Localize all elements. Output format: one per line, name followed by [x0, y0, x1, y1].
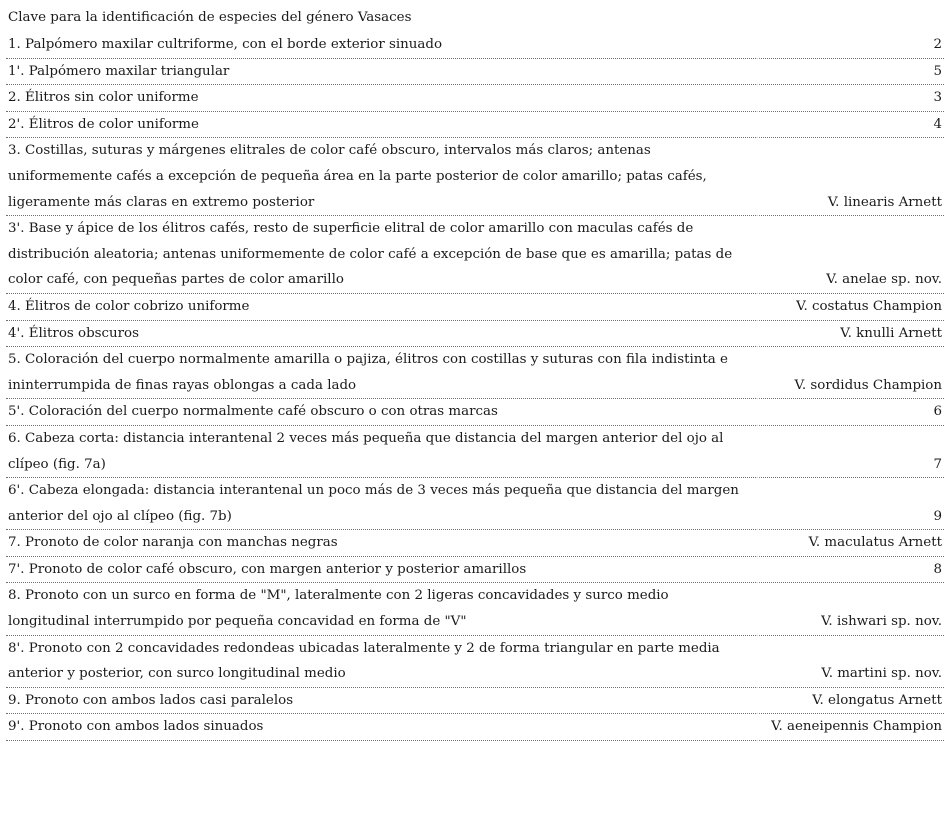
couplet-description: 2. Élitros sin color uniforme [6, 85, 756, 112]
couplet-result: V. anelae sp. nov. [756, 216, 944, 294]
key-row [6, 583, 944, 635]
couplet-description: 1. Palpómero maxilar cultriforme, con el borde exterior sinuado [6, 32, 756, 59]
couplet-result: V. elongatus Arnett [756, 688, 944, 715]
couplet-description: 4'. Élitros obscuros [6, 321, 756, 348]
couplet-result: V. linearis Arnett [756, 138, 944, 216]
key-row [6, 557, 944, 584]
key-row [6, 321, 944, 348]
couplet-result: 7 [756, 426, 944, 478]
couplet-result: 3 [756, 85, 944, 112]
couplet-result: V. aeneipennis Champion [756, 714, 944, 741]
key-row [6, 636, 944, 688]
key-row [6, 347, 944, 399]
couplet-description: 7. Pronoto de color naranja con manchas negras [6, 530, 756, 557]
couplet-description: 3'. Base y ápice de los élitros cafés, resto de superficie elitral de color amarillo con maculas cafés de distribución aleatoria; antenas uniformemente de color café a excepción de base que es amarilla; patas de color café, con pequeñas partes de color amarillo [6, 216, 756, 294]
couplet-result: V. martini sp. nov. [756, 636, 944, 688]
couplet-result: 8 [756, 557, 944, 584]
couplet-result: 5 [756, 59, 944, 86]
couplet-description: 5. Coloración del cuerpo normalmente amarilla o pajiza, élitros con costillas y suturas con fila indistinta e ininterrumpida de finas rayas oblongas a cada lado [6, 347, 756, 399]
identification-key-table [6, 32, 944, 741]
couplet-description: 9'. Pronoto con ambos lados sinuados [6, 714, 756, 741]
couplet-result: 2 [756, 32, 944, 59]
couplet-result: V. ishwari sp. nov. [756, 583, 944, 635]
couplet-description: 8'. Pronoto con 2 concavidades redondeas ubicadas lateralmente y 2 de forma triangular en parte media anterior y posterior, con surco longitudinal medio [6, 636, 756, 688]
couplet-description: 2'. Élitros de color uniforme [6, 112, 756, 139]
couplet-result: V. maculatus Arnett [756, 530, 944, 557]
key-row [6, 32, 944, 59]
key-row [6, 85, 944, 112]
couplet-result: V. costatus Champion [756, 294, 944, 321]
couplet-description: 7'. Pronoto de color café obscuro, con margen anterior y posterior amarillos [6, 557, 756, 584]
key-row [6, 688, 944, 715]
couplet-description: 8. Pronoto con un surco en forma de "M", lateralmente con 2 ligeras concavidades y surco medio longitudinal interrumpido por pequeña concavidad en forma de "V" [6, 583, 756, 635]
couplet-result: V. knulli Arnett [756, 321, 944, 348]
key-row [6, 112, 944, 139]
key-title: Clave para la identificación de especies del género Vasaces [8, 10, 412, 25]
couplet-result: V. sordidus Champion [756, 347, 944, 399]
key-row [6, 426, 944, 478]
key-row [6, 138, 944, 216]
key-row [6, 530, 944, 557]
couplet-description: 3. Costillas, suturas y márgenes elitrales de color café obscuro, intervalos más claros; antenas uniformemente cafés a excepción de pequeña área en la parte posterior de color amarillo; patas cafés, ligeramente más claras en extremo posterior [6, 138, 756, 216]
couplet-result: 4 [756, 112, 944, 139]
couplet-description: 6. Cabeza corta: distancia interantenal 2 veces más pequeña que distancia del margen anterior del ojo al clípeo (fig. 7a) [6, 426, 756, 478]
key-row [6, 216, 944, 294]
couplet-description: 5'. Coloración del cuerpo normalmente café obscuro o con otras marcas [6, 399, 756, 426]
key-row [6, 478, 944, 530]
couplet-result: 9 [756, 478, 944, 530]
couplet-description: 1'. Palpómero maxilar triangular [6, 59, 756, 86]
key-row [6, 59, 944, 86]
couplet-result: 6 [756, 399, 944, 426]
key-row [6, 399, 944, 426]
couplet-description: 6'. Cabeza elongada: distancia interantenal un poco más de 3 veces más pequeña que distancia del margen anterior del ojo al clípeo (fig. 7b) [6, 478, 756, 530]
couplet-description: 9. Pronoto con ambos lados casi paralelos [6, 688, 756, 715]
key-row [6, 714, 944, 741]
key-row [6, 294, 944, 321]
couplet-description: 4. Élitros de color cobrizo uniforme [6, 294, 756, 321]
